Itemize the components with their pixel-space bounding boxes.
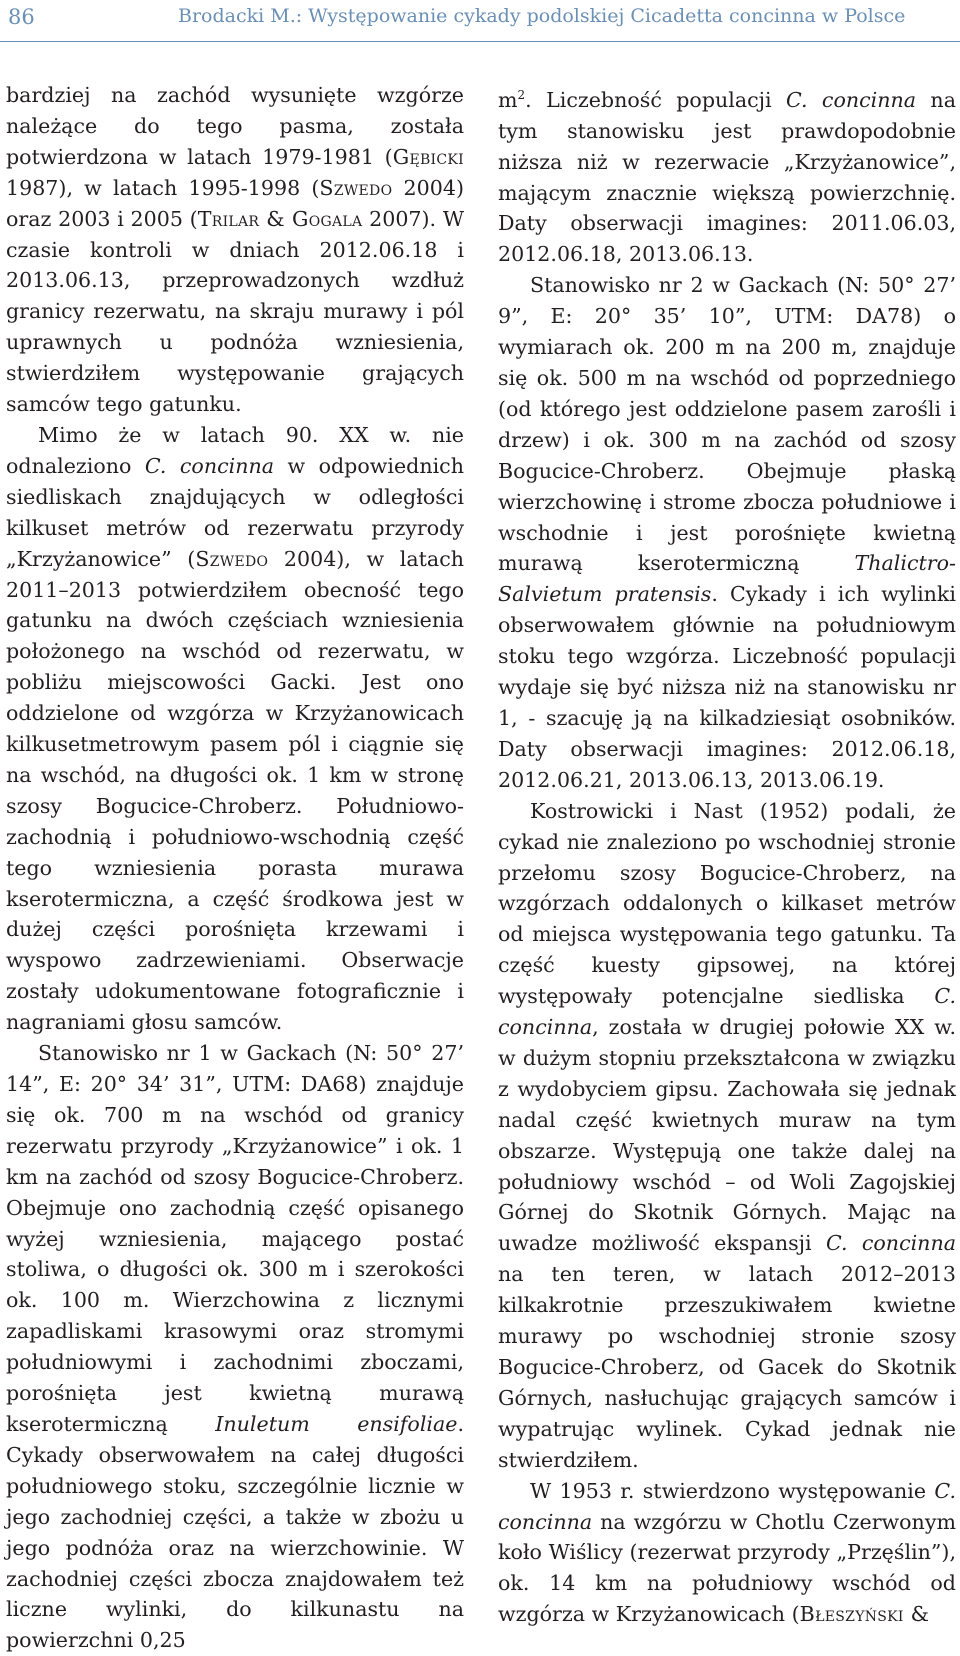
paragraph: W 1953 r. stwierdzono występowanie C. concinna na wzgórzu w Chotlu Czerwonym koło Wiślicy (rezerwat przyrody „Przęślin”), ok. 14 km na południowy wschód od wzgórza w Krzyżanowicach (Błeszyński & [498, 1478, 956, 1627]
author-citation: Gębicki [392, 144, 464, 169]
header-rule [0, 41, 960, 42]
left-column [6, 80, 464, 1656]
species-name: C. concinna [825, 1231, 956, 1256]
paragraph: bardziej na zachód wysunięte wzgórze należące do tego pasma, została potwierdzona w latach 1979-1981 (Gębicki 1987), w latach 1995-1998 (Szwedo 2004) oraz 2003 i 2005 (Trilar & Gogala 2007). W czasie kontroli w dniach 2012.06.18 i 2013.06.13, przeprowadzonych wzdłuż granicy rezerwatu, na skraju murawy i pól uprawnych u podnóża wzniesienia, stwierdziłem występowanie grających samców tego gatunku. [6, 83, 464, 417]
paragraph: Stanowisko nr 1 w Gackach (N: 50° 27’ 14”, E: 20° 34’ 31”, UTM: DA68) znajduje się ok. 700 m na wschód od granicy rezerwatu przyrody „Krzyżanowice” i ok. 1 km na zachód od szosy Bogucice-Chroberz. Obejmuje ono zachodnią część opisanego wyżej wzniesienia, mającego postać stoliwa, o długości ok. 300 m i szerokości ok. 100 m. Wierzchowina z licznymi zapadliskami krasowymi oraz stromymi południowymi i zachodnimi zboczami, porośnięta jest kwietną murawą kserotermiczną Inuletum ensifoliae. Cykady obserwowałem na całej długości południowego stoku, szczególnie licznie w jego zachodniej części, a także w zbożu u jego podnóża oraz na wierzchowinie. W zachodniej części zbocza znajdowałem też liczne wylinki, do kilkunastu na powierzchni 0,25 [6, 1041, 465, 1653]
species-name: C. concinna [498, 1478, 956, 1534]
author-citation: Szwedo [319, 175, 393, 200]
author-citation: Błeszyński & [799, 1602, 930, 1627]
species-name: C. concinna [786, 87, 917, 112]
species-name: C. concinna [498, 984, 956, 1040]
paragraph: Mimo że w latach 90. XX w. nie odnaleziono C. concinna w odpowiednich siedliskach znajdujących w odległości kilkuset metrów od rezerwatu przyrody „Krzyżanowice” (Szwedo 2004), w latach 2011–2013 potwierdziłem obecność tego gatunku na dwóch częściach wzniesienia położonego na wschód od rezerwatu, w pobliżu miejscowości Gacki. Jest ono oddzielone od wzgórza w Krzyżanowicach kilkusetmetrowym pasem pól i ciągnie się na wschód, na długości ok. 1 km w stronę szosy Bogucice-Chroberz. Południowo-zachodnią i południowo-wschodnią część tego wzniesienia porasta murawa kserotermiczna, a część środkowa jest w dużej części porośnięta krzewami i wyspowo zadrzewieniami. Obserwacje zostały udokumentowane fotograficznie i nagraniami głosu samców. [6, 422, 464, 1035]
page-number: 86 [8, 5, 35, 29]
species-name: C. concinna [144, 453, 275, 478]
plant-association-name: Thalictro-Salvietum pratensis [498, 551, 956, 607]
paragraph: $m^2$. Liczebność populacji C. concinna na tym stanowisku jest prawdopodobnie niższa niż w rezerwacie „Krzyżanowice”, mającym znacznie większą powierzchnię. Daty obserwacji imagines: 2011.06.03, 2012.06.18, 2013.06.13. [498, 87, 956, 267]
plant-association-name: Inuletum ensifoliae [215, 1411, 458, 1436]
paragraph: Stanowisko nr 2 w Gackach (N: 50° 27’ 9”, E: 20° 35’ 10”, UTM: DA78) o wymiarach ok. 200 m na 200 m, znajduje się ok. 500 m na wschód od poprzedniego (od którego jest oddzielone pasem zarośli i drzew) i ok. 300 m na zachód od szosy Bogucice-Chroberz. Obejmuje płaską wierzchowinę i strome zbocza południowe i wschodnie i jest porośnięte kwietną murawą kserotermiczną Thalictro-Salvietum pratensis. Cykady i ich wylinki obserwowałem głównie na południowym stoku tego wzgórza. Liczebność populacji wydaje się być niższa niż na stanowisku nr 1, - szacuję ją na kilkadziesiąt osobników. Daty obserwacji imagines: 2012.06.18, 2012.06.21, 2013.06.13, 2013.06.19. [498, 273, 956, 792]
running-title: Brodacki M.: Występowanie cykady podolskiej Cicadetta concinna w Polsce [178, 5, 906, 27]
author-citation: Trilar & Gogala [197, 206, 363, 231]
author-citation: Szwedo [195, 546, 269, 571]
right-column [498, 80, 956, 1630]
paragraph: Kostrowicki i Nast (1952) podali, że cykad nie znaleziono po wschodniej stronie przełomu szosy Bogucice-Chroberz, na wzgórzach oddalonych o kilkaset metrów od miejsca występowania tego gatunku. Ta część kuesty gipsowej, na której występowały potencjalne siedliska C. concinna, została w drugiej połowie XX w. w dużym stopniu przekształcona w związku z wydobyciem gipsu. Zachowała się jednak nadal część kwietnych muraw na tym obszarze. Występują one także dalej na południowy wschód – od Woli Zagojskiej Górnej do Skotnik Górnych. Mając na uwadze możliwość ekspansji C. concinna na ten teren, w latach 2012–2013 kilkakrotnie przeszukiwałem kwietne murawy po wschodniej stronie szosy Bogucice-Chroberz, od Gacek do Skotnik Górnych, nasłuchując grających samców i wypatrując wylinek. Cykad jednak nie stwierdziłem. [498, 798, 956, 1472]
page-header [0, 0, 960, 40]
